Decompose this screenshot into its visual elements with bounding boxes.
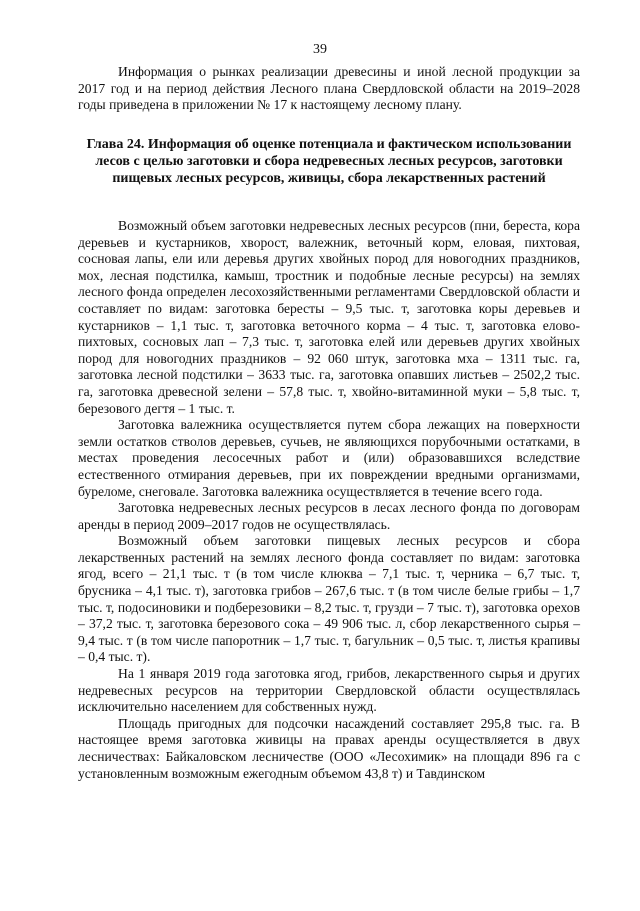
body-text	[78, 218, 580, 782]
paragraph-resin: Площадь пригодных для подсочки насаждений составляет 295,8 тыс. га. В настоящее время заготовка живицы на правах аренды осуществляется в двух лесничествах: Байкаловском лесничестве (ООО «Лесохимик» на площади 896 га с установленным возможным ежегодным объемом 43,8 т) и Тавдинском	[78, 715, 580, 781]
paragraph-lease: Заготовка недревесных лесных ресурсов в лесах лесного фонда по договорам аренды в период 2009–2017 годов не осуществлялась.	[78, 500, 580, 532]
intro-paragraph: Информация о рынках реализации древесины и иной лесной продукции за 2017 год и на период действия Лесного плана Свердловской области на 2019–2028 годы приведена в приложении № 17 к настоящему лесному плану.	[78, 64, 580, 113]
page-number: 39	[313, 42, 327, 57]
paragraph-nontimber-volume: Возможный объем заготовки недревесных лесных ресурсов (пни, береста, кора деревьев и кустарников, хворост, валежник, веточный корм, еловая, пихтовая, сосновая лапы, ели или деревья других хвойных пород для новогодних праздников, мох, лесная подстилка, камыш, тростник и подобные лесные ресурсы) на землях лесного фонда определен лесохозяйственными регламентами Свердловской области и составляет по видам: заготовка бересты – 9,5 тыс. т, заготовка коры деревьев и кустарников – 1,1 тыс. т, заготовка веточного корма – 4 тыс. т, заготовка елово-пихтовых, сосновых лап – 7,3 тыс. т, заготовка елей или деревьев других хвойных пород для новогодних праздников – 92 060 штук, заготовка мха – 1311 тыс. га, заготовка лесной подстилки – 3633 тыс. га, заготовка опавших листьев – 2502,2 тыс. га, заготовка древесной зелени – 57,8 тыс. т, хвойно-витаминной муки – 5,8 тыс. т, березового дегтя – 1 тыс. т.	[78, 218, 580, 416]
paragraph-population: На 1 января 2019 года заготовка ягод, грибов, лекарственного сырья и других недревесных ресурсов на территории Свердловской области осуществлялась исключительно населением для собственных нужд.	[78, 666, 580, 715]
paragraph-food-resources: Возможный объем заготовки пищевых лесных ресурсов и сбора лекарственных растений на землях лесного фонда составляет по видам: заготовка ягод, всего – 21,1 тыс. т (в том числе клюква – 7,1 тыс. т, черника – 6,7 тыс. т, брусника – 4,1 тыс. т), заготовка грибов – 267,6 тыс. т (в том числе белые грибы – 1,7 тыс. т, подосиновики и подберезовики – 8,2 тыс. т, грузди – 7 тыс. т), заготовка орехов – 37,2 тыс. т, заготовка березового сока – 49 906 тыс. л, сбор лекарственного сырья – 9,4 тыс. т (в том числе папоротник – 1,7 тыс. т, багульник – 0,5 тыс. т, листья крапивы – 0,4 тыс. т).	[78, 533, 580, 665]
paragraph-deadwood: Заготовка валежника осуществляется путем сбора лежащих на поверхности земли остатков стволов деревьев, сучьев, не являющихся порубочными остатками, в местах проведения лесосечных работ и (или) образовавшихся вследствие естественного отмирания деревьев, при их повреждении вредными организмами, буреломе, снеговале. Заготовка валежника осуществляется в течение всего года.	[78, 417, 580, 499]
chapter-title: Глава 24. Информация об оценке потенциала и фактическом использовании лесов с целью заготовки и сбора недревесных лесных ресурсов, заготовки пищевых лесных ресурсов, живицы, сбора лекарственных растений	[86, 137, 572, 186]
